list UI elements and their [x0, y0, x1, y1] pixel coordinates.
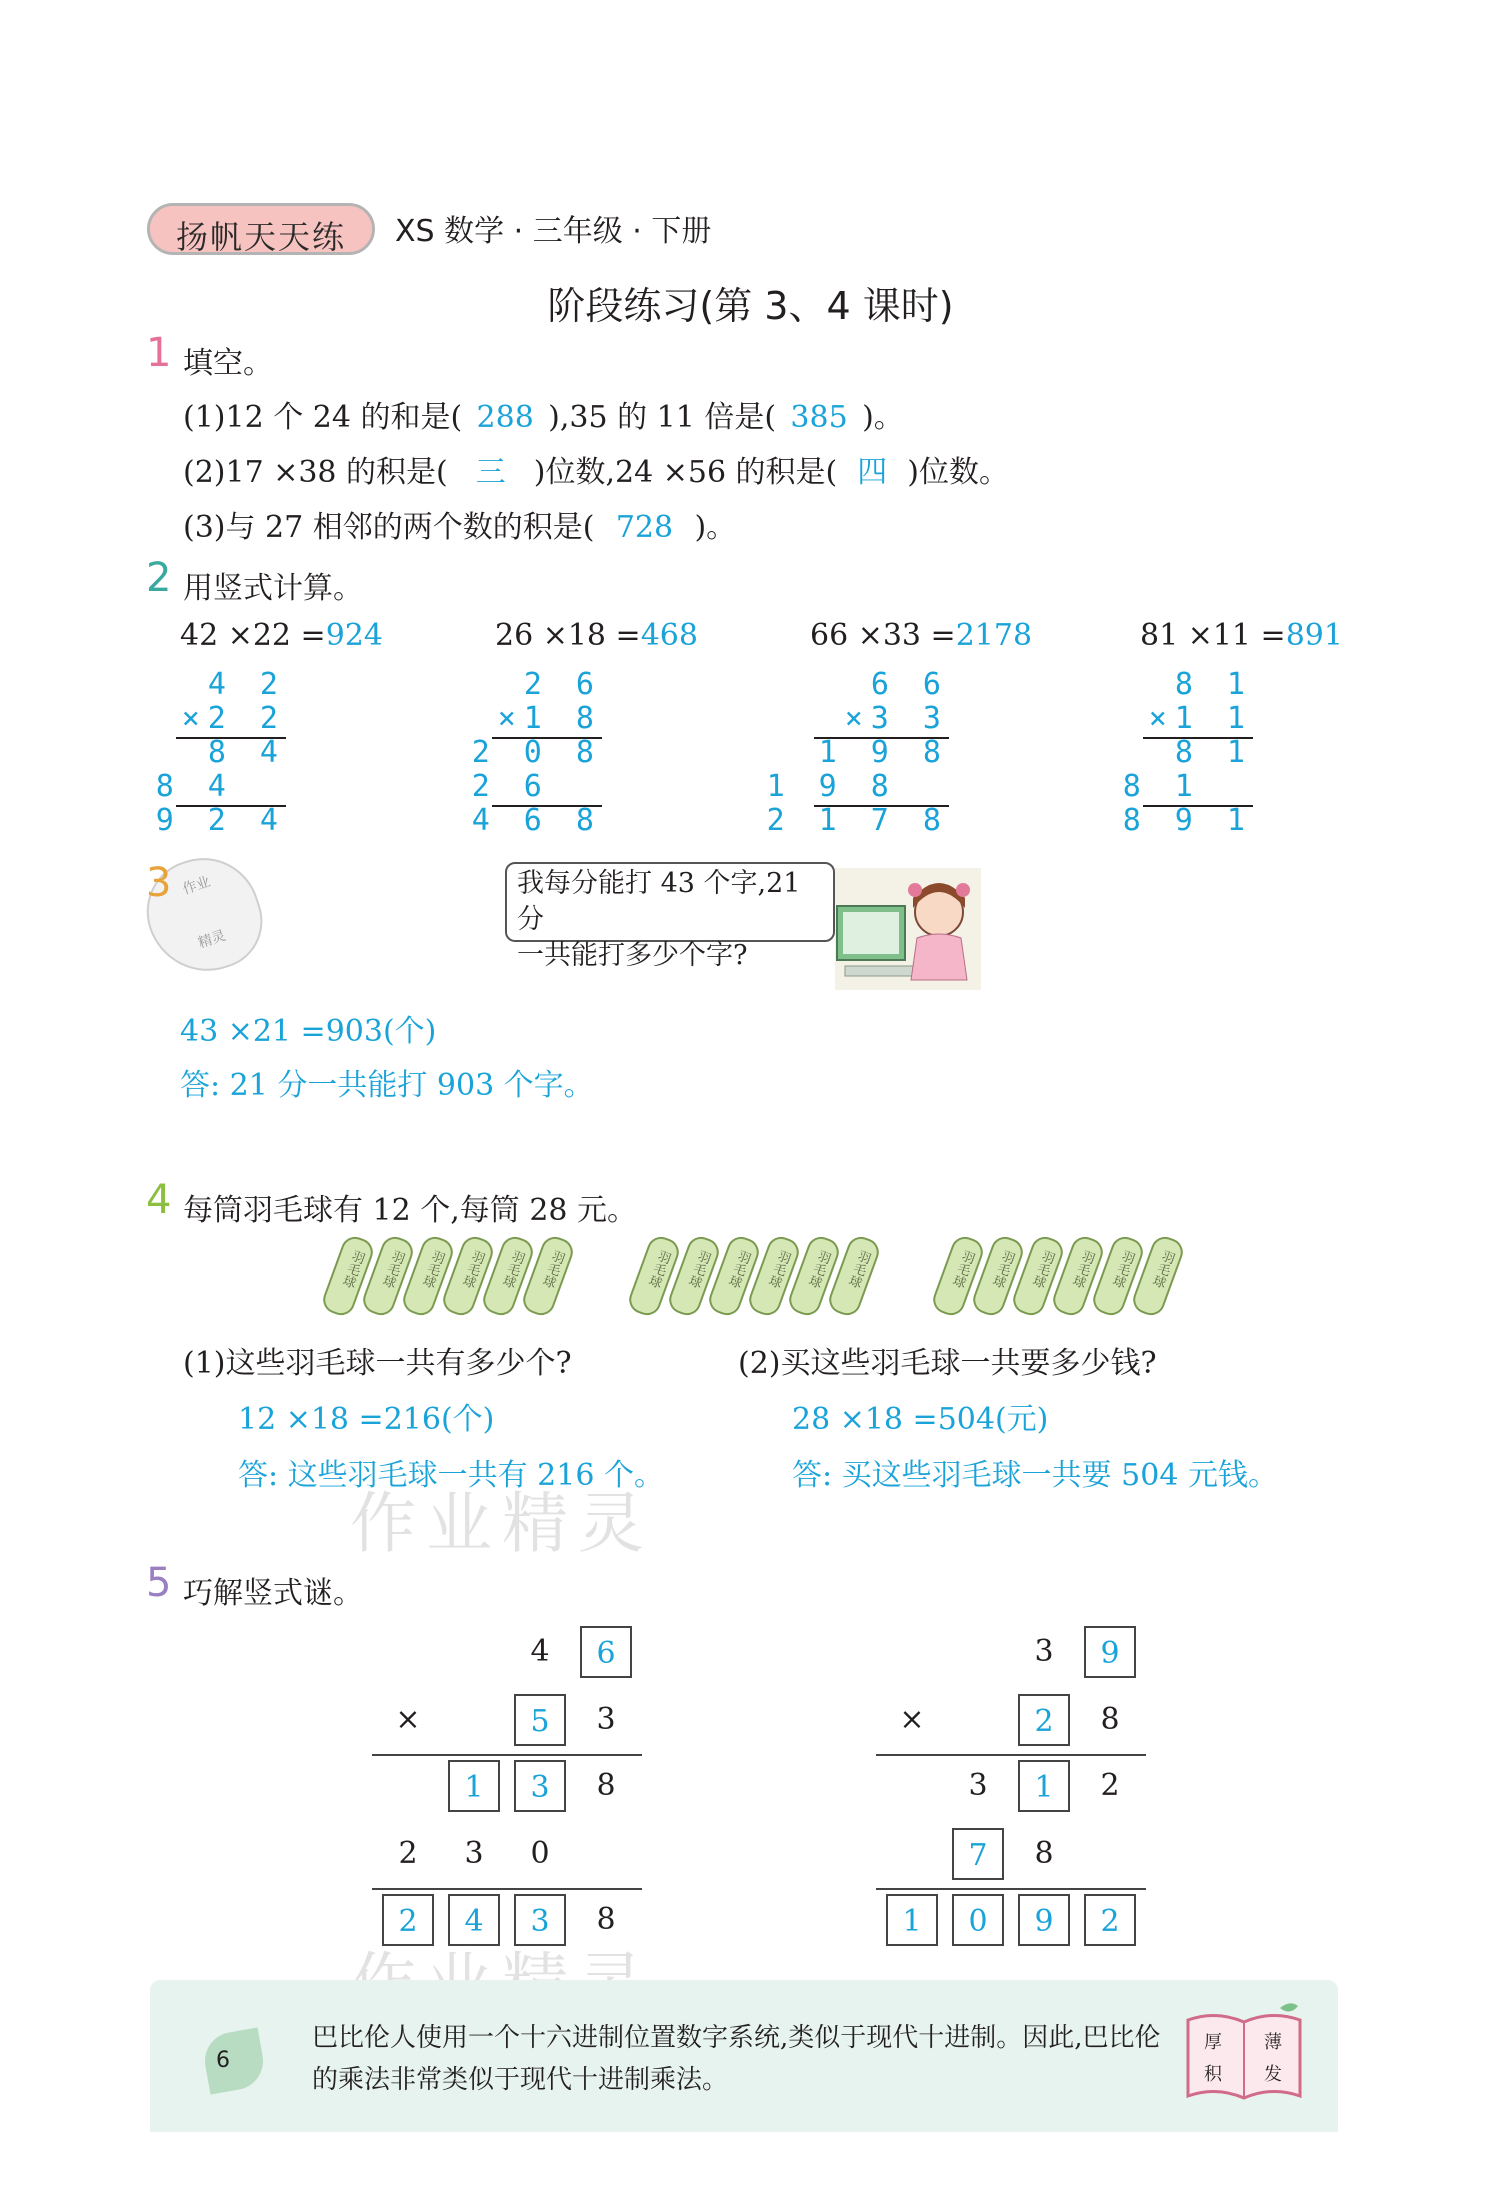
q2-title: 用竖式计算。: [183, 571, 363, 606]
q2-eq-3: [810, 618, 1032, 653]
q2-vertical-calc-1: [155, 667, 286, 838]
multiply-sign: ×: [899, 1702, 925, 1737]
q4-part1-answer: 答: 这些羽毛球一共有 216 个。: [238, 1458, 664, 1493]
q1-line1-text-a: (1)12 个 24 的和是(: [183, 400, 463, 435]
watermark: 作业精灵: [350, 1485, 654, 1562]
girl-typing-illustration: [835, 868, 981, 990]
digit-box: 2: [1018, 1694, 1070, 1746]
stamp-text-2: 精灵: [196, 927, 228, 952]
q3-number: 3: [146, 860, 172, 906]
q4-part2-question: (2)买这些羽毛球一共要多少钱?: [738, 1346, 1157, 1381]
puzzle-line: [876, 1888, 1146, 1890]
q1-line2-text-a: (2)17 ×38 的积是(: [183, 455, 448, 490]
digit: 3: [596, 1702, 616, 1737]
q1-line1-text-c: )。: [862, 400, 904, 435]
q2-eq-4: [1140, 618, 1343, 653]
tube-label: 羽毛球: [724, 1247, 753, 1290]
q2-vertical-calc-2: [471, 667, 602, 838]
q1-line3-text-b: )。: [694, 510, 737, 545]
q2-expr-2: 26 ×18 =: [495, 618, 641, 653]
vc-row: 8 1: [1174, 667, 1253, 702]
digit-box: 4: [448, 1894, 500, 1946]
q2-vertical-calc-4: [1122, 667, 1253, 838]
vc-row: 2 1 7 8: [766, 803, 949, 838]
q2-expr-4: 81 ×11 =: [1140, 618, 1286, 653]
tube-label: 羽毛球: [988, 1247, 1017, 1290]
q1-line2-text-b: )位数,24 ×56 的积是(: [533, 455, 838, 490]
q1-answer-728: 728: [615, 510, 674, 545]
q2-answer-2: 468: [640, 618, 698, 653]
book-title: XS 数学 · 三年级 · 下册: [395, 214, 712, 249]
tube-label: 羽毛球: [458, 1247, 487, 1290]
tube-label: 羽毛球: [538, 1247, 567, 1290]
tube-label: 羽毛球: [644, 1247, 673, 1290]
digit: 3: [968, 1768, 988, 1803]
vc-row: 9 2 4: [155, 803, 286, 838]
vc-row: 4 2: [207, 667, 286, 702]
q2-eq-1: [180, 618, 383, 653]
vc-row: 2 0 8: [471, 735, 602, 770]
digit: 8: [1100, 1702, 1120, 1737]
shuttlecock-tubes-group-1: [320, 1228, 590, 1318]
q5-number: 5: [146, 1560, 172, 1606]
vc-row: 1 9 8: [766, 769, 949, 804]
book-char-1: 厚: [1204, 2032, 1222, 2053]
digit: 0: [530, 1836, 550, 1871]
multiply-sign: ×: [395, 1702, 421, 1737]
tube-label: 羽毛球: [1108, 1247, 1137, 1290]
q1-line2-text-c: )位数。: [907, 455, 1009, 490]
bubble-line-1: 我每分能打 43 个字,21 分: [517, 868, 801, 935]
q2-answer-3: 2178: [955, 618, 1033, 653]
tube-label: 羽毛球: [1068, 1247, 1097, 1290]
q1-title: 填空。: [183, 346, 273, 381]
tube-label: 羽毛球: [378, 1247, 407, 1290]
q2-number: 2: [146, 555, 172, 601]
tube-label: 羽毛球: [1028, 1247, 1057, 1290]
tube-label: 羽毛球: [684, 1247, 713, 1290]
q4-part1-equation: 12 ×18 =216(个): [238, 1402, 495, 1437]
puzzle-left: [372, 1626, 642, 1966]
q1-line3: [183, 502, 736, 546]
q1-answer-385: 385: [790, 400, 848, 435]
digit: 2: [398, 1836, 418, 1871]
tube-label: 羽毛球: [418, 1247, 447, 1290]
digit-box: 1: [886, 1894, 938, 1946]
vc-row: ×1 1: [1148, 701, 1253, 736]
q2-vertical-calc-3: [766, 667, 949, 838]
q4-title: 每筒羽毛球有 12 个,每筒 28 元。: [183, 1193, 638, 1228]
book-char-4: 发: [1264, 2064, 1282, 2085]
digit-box: 0: [952, 1894, 1004, 1946]
vc-row: 1 9 8: [818, 735, 949, 770]
tube-label: 羽毛球: [844, 1247, 873, 1290]
q2-expr-3: 66 ×33 =: [810, 618, 956, 653]
puzzle-right: [876, 1626, 1146, 1966]
shuttlecock-tubes-group-2: [626, 1228, 896, 1318]
digit-box: 5: [514, 1694, 566, 1746]
q4-number: 4: [146, 1177, 172, 1223]
q3-answer: 答: 21 分一共能打 903 个字。: [180, 1068, 594, 1103]
speech-bubble: [505, 862, 835, 971]
shuttlecock-tubes-group-3: [930, 1228, 1200, 1318]
q1-line2: [183, 447, 1009, 491]
digit-box: 7: [952, 1828, 1004, 1880]
digit-box: 3: [514, 1760, 566, 1812]
vc-row: 8 4: [207, 735, 286, 770]
puzzle-line: [372, 1888, 642, 1890]
q2-expr-1: 42 ×22 =: [180, 618, 326, 653]
vc-row: ×3 3: [844, 701, 949, 736]
book-icon-graphic: [1180, 2000, 1308, 2110]
q1-answer-three: 三: [475, 455, 506, 490]
vc-row: ×1 8: [497, 701, 602, 736]
tube-label: 羽毛球: [338, 1247, 367, 1290]
book-char-2: 薄: [1264, 2032, 1282, 2053]
vc-row: 8 1: [1174, 735, 1253, 770]
digit: 8: [1034, 1836, 1054, 1871]
tube-label: 羽毛球: [764, 1247, 793, 1290]
q1-number: 1: [146, 330, 172, 376]
tube-label: 羽毛球: [804, 1247, 833, 1290]
book-icon: [1180, 2000, 1308, 2110]
digit-box: 9: [1018, 1894, 1070, 1946]
vc-row: 2 6: [523, 667, 602, 702]
q2-answer-4: 891: [1285, 618, 1343, 653]
digit: 8: [596, 1902, 616, 1937]
book-char-3: 积: [1204, 2064, 1222, 2085]
bubble-line-2: 一共能打多少个字?: [517, 940, 748, 971]
stamp-text-1: 作业: [180, 873, 213, 898]
tube-label: 羽毛球: [948, 1247, 977, 1290]
q1-answer-four: 四: [857, 455, 888, 490]
q2-eq-2: [495, 618, 698, 653]
digit: 4: [530, 1634, 550, 1669]
page-number: 6: [216, 2048, 230, 2073]
q4-part1-question: (1)这些羽毛球一共有多少个?: [183, 1346, 572, 1381]
digit: 3: [464, 1836, 484, 1871]
vc-row: 2 6: [471, 769, 602, 804]
puzzle-line: [372, 1754, 642, 1756]
digit-box: 1: [1018, 1760, 1070, 1812]
vc-row: 8 1: [1122, 769, 1253, 804]
digit-box: 9: [1084, 1626, 1136, 1678]
q3-equation: 43 ×21 =903(个): [180, 1014, 437, 1049]
q1-line1-text-b: ),35 的 11 倍是(: [548, 400, 777, 435]
series-badge-text: 扬帆天天练: [175, 218, 346, 256]
digit-box: 1: [448, 1760, 500, 1812]
q4-part2-answer: 答: 买这些羽毛球一共要 504 元钱。: [792, 1458, 1278, 1493]
digit-box: 2: [1084, 1894, 1136, 1946]
vc-row: 4 6 8: [471, 803, 602, 838]
tube-label: 羽毛球: [1148, 1247, 1177, 1290]
vc-row: ×2 2: [181, 701, 286, 736]
digit: 2: [1100, 1768, 1120, 1803]
footer-fact: 巴比伦人使用一个十六进制位置数字系统,类似于现代十进制。因此,巴比伦的乘法非常类似于现代十进制乘法。: [312, 2023, 1161, 2095]
digit-box: 3: [514, 1894, 566, 1946]
tube-label: 羽毛球: [498, 1247, 527, 1290]
digit-box: 6: [580, 1626, 632, 1678]
q1-line3-text-a: (3)与 27 相邻的两个数的积是(: [183, 510, 595, 545]
q1-answer-288: 288: [476, 400, 534, 435]
digit: 8: [596, 1768, 616, 1803]
series-badge: [147, 203, 375, 255]
q4-part2-equation: 28 ×18 =504(元): [792, 1402, 1049, 1437]
vc-row: 6 6: [870, 667, 949, 702]
digit-box: 2: [382, 1894, 434, 1946]
q5-title: 巧解竖式谜。: [183, 1576, 363, 1611]
lesson-title: 阶段练习(第 3、4 课时): [547, 284, 954, 328]
digit: 3: [1034, 1634, 1054, 1669]
puzzle-line: [876, 1754, 1146, 1756]
vc-row: 8 4: [155, 769, 286, 804]
q2-answer-1: 924: [325, 618, 383, 653]
vc-row: 8 9 1: [1122, 803, 1253, 838]
q1-line1: [183, 392, 904, 436]
